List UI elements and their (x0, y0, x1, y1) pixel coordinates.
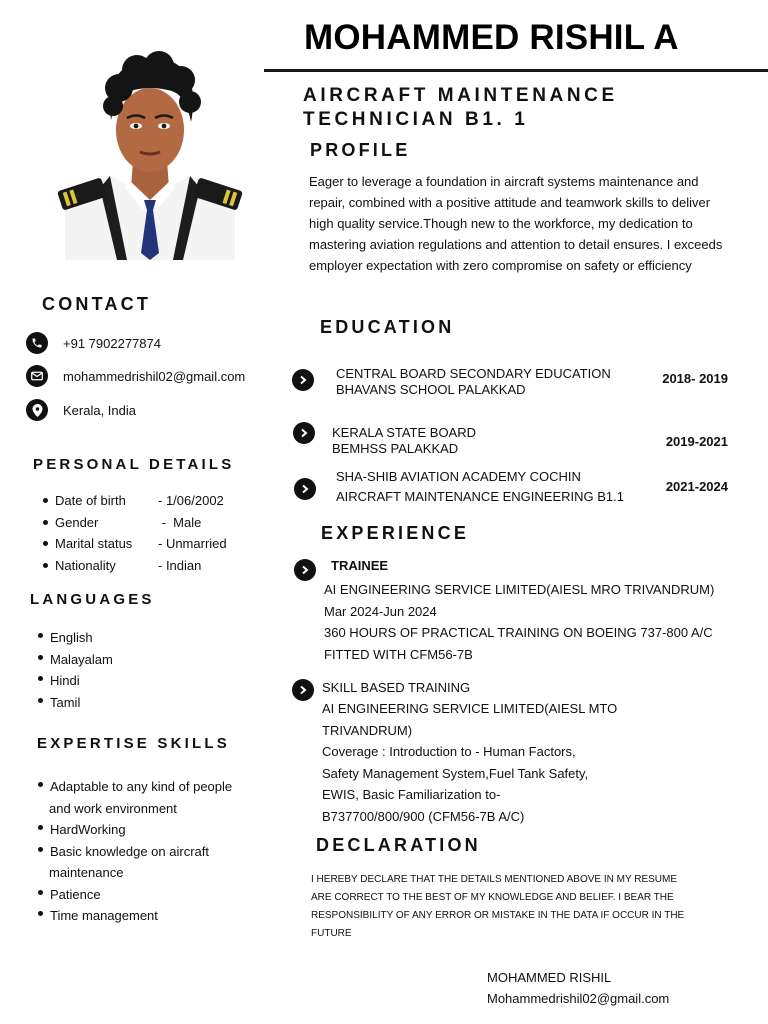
email-link[interactable]: mohammedrishil02@gmail.com (63, 368, 246, 384)
skill-text: maintenance (49, 865, 124, 881)
header-divider (264, 69, 768, 72)
detail-label: Gender (55, 514, 99, 530)
chevron-right-icon (292, 369, 314, 391)
expertise-skills-heading: EXPERTISE SKILLS (37, 735, 230, 752)
profile-heading: PROFILE (310, 140, 411, 160)
personal-details-heading: PERSONAL DETAILS (33, 456, 235, 473)
location-pin-icon (26, 399, 48, 421)
bullet (38, 782, 43, 787)
experience-line: AI ENGINEERING SERVICE LIMITED(AIESL MRO TRIVANDRUM) (324, 582, 715, 597)
bullet (38, 911, 43, 916)
job-title-line-1: AIRCRAFT MAINTENANCE (303, 85, 618, 106)
bullet (43, 541, 48, 546)
education-board: SHA-SHIB AVIATION ACADEMY COCHIN (336, 469, 581, 484)
declaration-text: I HEREBY DECLARE THAT THE DETAILS MENTIONED ABOVE IN MY RESUME ARE CORRECT TO THE BEST OF MY KNOWLEDGE AND BELIEF. I BEAR THE RESPONSIBILITY OF ANY ERROR OR MISTAKE IN THE DATA IF OCCUR IN THE FUTURE (311, 874, 685, 939)
personal-detail-row (43, 555, 227, 577)
languages-list (38, 627, 113, 713)
list-item (38, 627, 113, 649)
chevron-right-icon (294, 559, 316, 581)
education-school: AIRCRAFT MAINTENANCE ENGINEERING B1.1 (336, 489, 624, 504)
skills-list (38, 776, 232, 927)
job-title-line-2: TECHNICIAN B1. 1 (303, 109, 529, 130)
contact-email (26, 365, 245, 387)
job-title (303, 84, 618, 132)
experience-line: EWIS, Basic Familiarization to- (322, 787, 501, 802)
bullet (43, 563, 48, 568)
contact-heading: CONTACT (42, 294, 152, 314)
contact-location (26, 399, 136, 421)
experience-heading: EXPERIENCE (321, 523, 470, 543)
signature-email[interactable]: Mohammedrishil02@gmail.com (487, 991, 670, 1006)
profile-summary: Eager to leverage a foundation in aircraft systems maintenance and repair, combined with a positive attitude and teamwork skills to deliver high quality service.Though new to the workforce, my dedication to mastering aviation regulations and attention to detail ensures. I exceeds employer expectation with zero compromise on safety or efficiency (309, 174, 723, 273)
language-name: Malayalam (50, 651, 113, 667)
education-school: BHAVANS SCHOOL PALAKKAD (336, 382, 526, 397)
list-item (38, 905, 232, 927)
education-years: 2018- 2019 (662, 371, 728, 386)
detail-label: Nationality (55, 557, 116, 573)
experience-line: B737700/800/900 (CFM56-7B A/C) (322, 808, 525, 824)
bullet (43, 520, 48, 525)
bullet (38, 825, 43, 830)
list-item (38, 841, 232, 863)
education-entry (292, 422, 732, 458)
detail-value: - Unmarried (158, 536, 227, 552)
education-heading: EDUCATION (320, 317, 455, 337)
education-board: KERALA STATE BOARD (332, 425, 477, 440)
skill-text: Basic knowledge on aircraft (50, 843, 209, 859)
experience-line: Mar 2024-Jun 2024 (324, 603, 437, 619)
personal-detail-row (43, 512, 227, 534)
detail-value: - Indian (158, 557, 202, 573)
detail-value: - 1/06/2002 (158, 493, 224, 509)
list-item (38, 776, 232, 798)
education-entry (292, 465, 732, 507)
experience-details (324, 579, 714, 665)
skill-text: Time management (50, 908, 158, 924)
language-name: Hindi (50, 673, 80, 689)
list-item (38, 884, 232, 906)
bullet (38, 698, 43, 703)
skill-text: Adaptable to any kind of people (50, 779, 233, 795)
phone-number: +91 7902277874 (63, 335, 161, 351)
declaration-heading: DECLARATION (316, 835, 481, 855)
detail-value: - Male (158, 514, 202, 530)
personal-detail-row (43, 533, 227, 555)
list-item (38, 692, 113, 714)
bullet (38, 890, 43, 895)
experience-line: FITTED WITH CFM56-7B (324, 646, 473, 662)
experience-line: Coverage : Introduction to - Human Factors, (322, 744, 576, 759)
chevron-right-icon (294, 478, 316, 500)
list-item (38, 649, 113, 671)
experience-line: 360 HOURS OF PRACTICAL TRAINING ON BOEING 737-800 A/C (324, 625, 713, 640)
education-board: CENTRAL BOARD SECONDARY EDUCATION (336, 366, 611, 381)
resume-name: MOHAMMED RISHIL A (304, 18, 679, 57)
bullet (38, 633, 43, 638)
phone-icon (26, 332, 48, 354)
signature-name: MOHAMMED RISHIL (487, 970, 612, 985)
experience-line: Safety Management System,Fuel Tank Safety, (322, 765, 589, 781)
mail-icon (26, 365, 48, 387)
education-school: BEMHSS PALAKKAD (332, 441, 459, 456)
detail-label: Date of birth (55, 493, 126, 509)
languages-heading: LANGUAGES (30, 591, 155, 608)
list-item (38, 819, 232, 841)
experience-title: SKILL BASED TRAINING (322, 680, 471, 695)
contact-phone (26, 332, 161, 354)
signature-block (487, 967, 669, 1009)
experience-line: AI ENGINEERING SERVICE LIMITED(AIESL MTO (322, 701, 618, 716)
list-item-continuation (38, 862, 232, 884)
bullet (38, 655, 43, 660)
education-entry (292, 364, 732, 400)
personal-detail-row (43, 490, 227, 512)
education-years: 2021-2024 (665, 479, 728, 494)
bullet (38, 847, 43, 852)
language-name: English (50, 630, 93, 646)
list-item-continuation (38, 798, 232, 820)
profile-photo (55, 48, 245, 260)
experience-line: TRIVANDRUM) (322, 722, 413, 738)
skill-text: Patience (50, 886, 101, 902)
skill-text: and work environment (49, 800, 177, 816)
education-years: 2019-2021 (665, 434, 728, 449)
bullet (38, 676, 43, 681)
list-item (38, 670, 113, 692)
bullet (43, 498, 48, 503)
chevron-right-icon (292, 679, 314, 701)
location-text: Kerala, India (63, 402, 136, 418)
skill-text: HardWorking (50, 822, 126, 838)
chevron-right-icon (293, 422, 315, 444)
experience-details (322, 698, 617, 827)
experience-title: TRAINEE (331, 558, 389, 573)
language-name: Tamil (50, 694, 81, 710)
personal-details-list (43, 490, 227, 576)
detail-label: Marital status (55, 536, 133, 552)
